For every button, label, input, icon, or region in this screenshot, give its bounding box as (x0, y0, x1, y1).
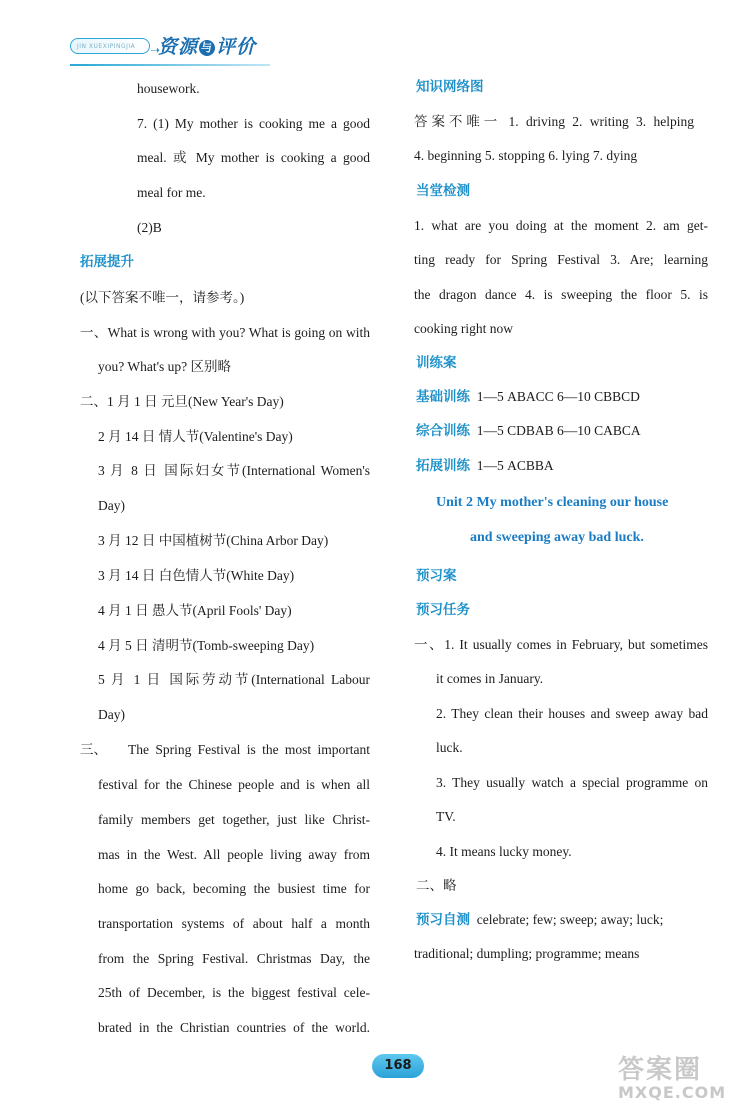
text-line: (以下答案不唯一，请参考。) (80, 290, 245, 305)
text-line: mas in the West. All people living away from (98, 847, 370, 862)
header-title-mid: 与 (201, 41, 214, 54)
section-heading-yuxian: 预习案 (416, 568, 457, 584)
text-line (416, 388, 640, 406)
text-line: meal. 或 My mother is cooking a good (137, 150, 370, 165)
header-title-left: 资源 (158, 36, 199, 58)
text-line (416, 911, 708, 929)
section-heading-xunlian: 训练案 (416, 355, 457, 371)
text-line: home go back, becoming the busiest time for (98, 881, 370, 896)
text-line: TV. (436, 809, 456, 824)
page-number: 168 (372, 1054, 424, 1078)
text-line: 4. beginning 5. stopping 6. lying 7. dying (414, 148, 638, 163)
text-line: it comes in January. (436, 671, 544, 686)
text-line: 3. They usually watch a special programme on (436, 775, 708, 790)
unit-title-line2: and sweeping away bad luck. (470, 530, 644, 545)
header-strip: JIN XUEXIPINGJIA (70, 38, 150, 54)
watermark-top: 答案圈 (618, 1055, 703, 1085)
text-line: from the Spring Festival. Christmas Day, the (98, 951, 370, 966)
text-line: The Spring Festival is the most important (128, 742, 370, 757)
text-line: Day) (98, 707, 125, 722)
unit-title-line1: Unit 2 My mother's cleaning our house (436, 495, 669, 510)
header-banner (70, 30, 270, 64)
text-line: 答案不唯一 1. driving 2. writing 3. helping (414, 114, 694, 129)
answer-zice: celebrate; few; sweep; away; luck; (476, 912, 664, 927)
text-line: 5 月 1 日 国际劳动节(International Labour (98, 672, 370, 687)
text-line: family members get together, just like Christ- (98, 812, 370, 827)
text-line: you? What's up? 区别略 (98, 359, 232, 374)
section-heading-dangtang: 当堂检测 (416, 183, 470, 199)
header-title (158, 32, 256, 59)
text-line: 二、1 月 1 日 元旦(New Year's Day) (80, 394, 284, 409)
text-line: 三、 (80, 742, 107, 757)
label-jichu: 基础训练 (416, 389, 470, 405)
text-line: 4 月 1 日 愚人节(April Fools' Day) (98, 603, 292, 618)
label-zice: 预习自测 (416, 912, 470, 928)
text-line: 4 月 5 日 清明节(Tomb-sweeping Day) (98, 638, 315, 653)
text-line: brated in the Christian countries of the world. (98, 1020, 370, 1035)
text-line: 7. (1) My mother is cooking me a good (137, 116, 370, 131)
text-line: 2 月 14 日 情人节(Valentine's Day) (98, 429, 293, 444)
text-line: (2)B (137, 220, 162, 235)
header-divider (70, 64, 270, 66)
answer-tuozhan: 1—5 ACBBA (476, 458, 554, 473)
label-tuozhan: 拓展训练 (416, 458, 470, 474)
section-heading-zhishi: 知识网络图 (416, 79, 484, 95)
text-line: 一、What is wrong with you? What is going on with (80, 325, 370, 340)
text-line: Day) (98, 498, 125, 513)
text-line: luck. (436, 740, 463, 755)
text-line: meal for me. (137, 185, 206, 200)
text-line: housework. (137, 81, 200, 96)
label-zonghe: 综合训练 (416, 423, 470, 439)
text-line: 3 月 14 日 白色情人节(White Day) (98, 568, 295, 583)
text-line: ting ready for Spring Festival 3. Are; learning (414, 252, 708, 267)
text-line: cooking right now (414, 321, 513, 336)
text-line: 4. It means lucky money. (436, 844, 572, 859)
text-line: 3 月 12 日 中国植树节(China Arbor Day) (98, 533, 329, 548)
text-line: 25th of December, is the biggest festival cele- (98, 985, 370, 1000)
text-line (416, 422, 641, 440)
header-title-right: 评价 (216, 36, 257, 58)
section-heading-renwu: 预习任务 (416, 602, 470, 618)
text-line: transportation systems of about half a month (98, 916, 370, 931)
text-line: 1. what are you doing at the moment 2. am get- (414, 218, 708, 233)
text-line: 一、1. It usually comes in February, but sometimes (414, 637, 708, 652)
watermark-bottom: MXQE.COM (618, 1083, 727, 1102)
section-heading-tuozhan: 拓展提升 (80, 254, 134, 270)
answer-jichu: 1—5 ABACC 6—10 CBBCD (476, 389, 640, 404)
text-line: festival for the Chinese people and is when all (98, 777, 370, 792)
watermark-logo (618, 1056, 738, 1102)
text-line (416, 457, 554, 475)
text-line: the dragon dance 4. is sweeping the floor 5. is (414, 287, 708, 302)
text-line: traditional; dumpling; programme; means (414, 946, 640, 961)
text-line: 2. They clean their houses and sweep away bad (436, 706, 708, 721)
answer-zonghe: 1—5 CDBAB 6—10 CABCA (476, 423, 641, 438)
text-line: 二、略 (416, 878, 457, 893)
arrow-icon: ➝ (150, 43, 161, 57)
text-line: 3 月 8 日 国际妇女节(International Women's (98, 463, 370, 478)
